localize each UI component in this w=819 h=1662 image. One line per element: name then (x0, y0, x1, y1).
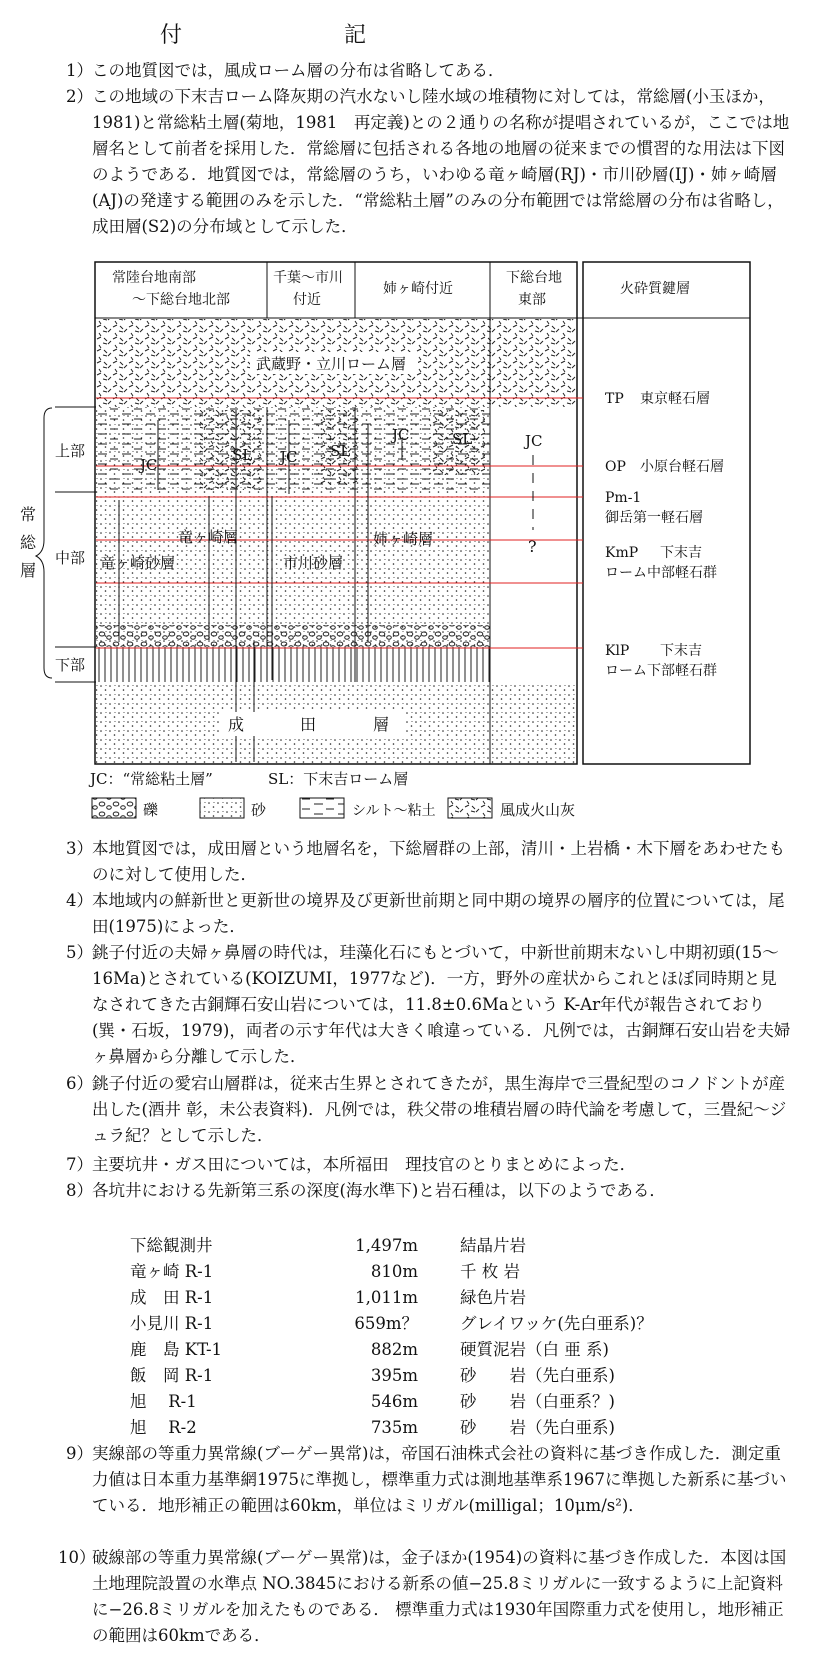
keybed-kmp-code: KmP (605, 545, 639, 561)
note-3: 3） 本地質図では，成田層という地層名を，下総層群の上部，清川・上岩橋・木下層をあわせたものに対して使用した． (66, 839, 785, 884)
legend-gravel: 礫 (143, 801, 159, 819)
wells-table (130, 1233, 760, 1441)
keybed-klp-code: KlP (605, 643, 630, 659)
note-6: 6） 銚子付近の愛宕山層群は，従来古生界とされてきたが，黒生海岸で三畳紀型のコノドントが産出した(酒井 彰，未公表資料)．凡例では，秩父帯の堆積岩層の時代論を考慮して，三畳紀〜ジュラ紀？として示した． (66, 1074, 787, 1145)
header-col1a: 常陸台地南部 (112, 270, 196, 286)
part-upper: 上部 (55, 442, 86, 460)
label-question: ? (528, 537, 537, 556)
note-1: 1） この地質図では，風成ローム層の分布は省略してある． (66, 61, 505, 80)
part-middle: 中部 (55, 549, 86, 567)
caption-sl: SL：下末吉ローム層 (268, 770, 409, 788)
table-row: 成 田 R-1 1,011m 緑色片岩 (130, 1288, 526, 1307)
legend-clay: シルト〜粘土 (352, 803, 436, 819)
keybed-pm1-code: Pm-1 (605, 490, 642, 506)
keybed-kmp-name: 下末吉 (660, 545, 702, 561)
legend-sand-swatch (200, 798, 244, 818)
legend-sand: 砂 (251, 801, 267, 819)
narita-char-2: 田 (300, 715, 317, 734)
keybed-op-code: OP (605, 459, 626, 475)
keybed-klp-name2: ローム下部軽石群 (605, 663, 717, 679)
header-col1b: 〜下総台地北部 (132, 292, 230, 308)
loam-label: 武蔵野・立川ローム層 (256, 355, 407, 373)
label-ryugasaki: 竜ヶ崎層 (178, 528, 239, 546)
keybed-klp-name: 下末吉 (660, 643, 702, 659)
narita-char-3: 層 (373, 715, 390, 734)
label-sl-3: SL (452, 430, 473, 448)
label-sl-2: SL (330, 442, 351, 460)
legend-ash: 風成火山灰 (500, 801, 576, 819)
table-row: 飯 岡 R-1 395m 砂 岩（先白亜系) (130, 1366, 615, 1385)
keybed-kmp-name2: ローム中部軽石群 (605, 565, 717, 581)
legend-clay-swatch (300, 798, 344, 818)
table-row: 旭 R-1 546m 砂 岩（白亜系？) (130, 1392, 615, 1411)
group-char-2: 総 (20, 533, 37, 552)
table-row: 鹿 島 KT-1 882m 硬質泥岩（白 亜 系) (130, 1340, 609, 1359)
note-10: 10） 破線部の等重力異常線(ブーゲー異常)は，金子ほか(1954)の資料に基づき作成した．本図は国土地理院設置の水準点 NO.3845における新系の値−25.8ミリガルに一致するように上記資料に−26.8ミリガルを加えたものである． 標準重力式は1930年国際重力式を使用し，地形補正の範囲は60kmである． (58, 1548, 787, 1645)
keybed-tp-code: TP (605, 391, 624, 407)
note-2: 2） この地域の下末吉ローム降灰期の汽水ないし陸水域の堆積物に対しては，常総層(小玉ほか，1981)と常総粘土層(菊地，1981 再定義)との２通りの名称が提唱されているが，ここでは地層名として前者を採用した．常総層に包括される各地の地層の従来までの慣習的な用法は下図のようである．地質図では，常総層のうち，いわゆる竜ヶ崎層(RJ)・市川砂層(IJ)・姉ヶ崎層(AJ)の発達する範囲のみを示した．“常総粘土層”のみの分布範囲では常総層の分布は省略し，成田層(S2)の分布域として示した． (66, 87, 790, 236)
note-4: 4） 本地域内の鮮新世と更新世の境界及び更新世前期と同中期の境界の層序的位置については，尾田(1975)によった． (66, 891, 785, 936)
page-title: 付 記 (160, 23, 437, 48)
header-col3: 姉ヶ崎付近 (383, 281, 453, 297)
header-col5: 火砕質鍵層 (620, 281, 690, 297)
label-anegasaki: 姉ヶ崎層 (373, 530, 434, 548)
label-ichikawa: 市川砂層 (283, 554, 344, 572)
label-jc-2: JC (280, 448, 298, 466)
note-9: 9） 実線部の等重力異常線(ブーゲー異常)は，帝国石油株式会社の資料に基づき作成した．測定重力値は日本重力基準網1975に準拠し，標準重力式は測地基準系1967に準拠した新系に基づいている．地形補正の範囲は60km，単位はミリガル(milligal；10μm/s²)． (66, 1444, 787, 1515)
caption-jc: JC：“常総粘土層” (90, 770, 213, 788)
legend-ash-swatch (448, 798, 492, 818)
stratigraphy-figure (0, 258, 819, 828)
label-jc-4: JC (525, 432, 543, 450)
label-ryugasaki-sand: 竜ヶ崎砂層 (100, 554, 176, 572)
legend-gravel-swatch (92, 798, 136, 818)
keybed-pm1-name: 御岳第一軽石層 (605, 510, 703, 526)
note-7: 7） 主要坑井・ガス田については，本所福田 理技官のとりまとめによった． (66, 1155, 637, 1174)
group-char-1: 常 (20, 505, 37, 524)
header-col2b: 付近 (293, 292, 321, 308)
table-row: 旭 R-2 735m 砂 岩（先白亜系) (130, 1418, 615, 1437)
note-8: 8） 各坑井における先新第三系の深度(海水準下)と岩石種は，以下のようである． (66, 1181, 666, 1200)
label-jc-3: JC (392, 426, 410, 444)
keybed-op-name: 小原台軽石層 (640, 459, 724, 475)
note-5: 5） 銚子付近の夫婦ヶ鼻層の時代は，珪藻化石にもとづいて，中新世前期末ないし中期初頭(15〜16Ma)とされている(KOIZUMI，1977など)．一方，野外の産状からこれとほぼ同時期と見なされてきた古銅輝石安山岩については，11.8±0.6Maという K-Ar年代が報告されており(巽・石坂，1979)，両者の示す年代は大きく喰違っている．凡例では，古銅輝石安山岩を夫婦ヶ鼻層から分離して示した． (66, 943, 791, 1066)
part-lower: 下部 (55, 656, 86, 674)
label-jc-1: JC (140, 456, 158, 474)
table-row: 下総観測井 1,497m 結晶片岩 (130, 1236, 526, 1255)
header-col4a: 下総台地 (506, 270, 562, 286)
table-row: 竜ヶ崎 R-1 810m 千 枚 岩 (130, 1262, 520, 1281)
label-sl-1: SL (232, 446, 253, 464)
table-row: 小見川 R-1 659m？ グレイワッケ(先白亜系)？ (130, 1314, 653, 1333)
header-col2a: 千葉〜市川 (273, 270, 343, 286)
header-col4b: 東部 (518, 292, 546, 308)
keybed-tp-name: 東京軽石層 (640, 391, 710, 407)
group-char-3: 層 (20, 561, 37, 580)
narita-char-1: 成 (228, 715, 245, 734)
